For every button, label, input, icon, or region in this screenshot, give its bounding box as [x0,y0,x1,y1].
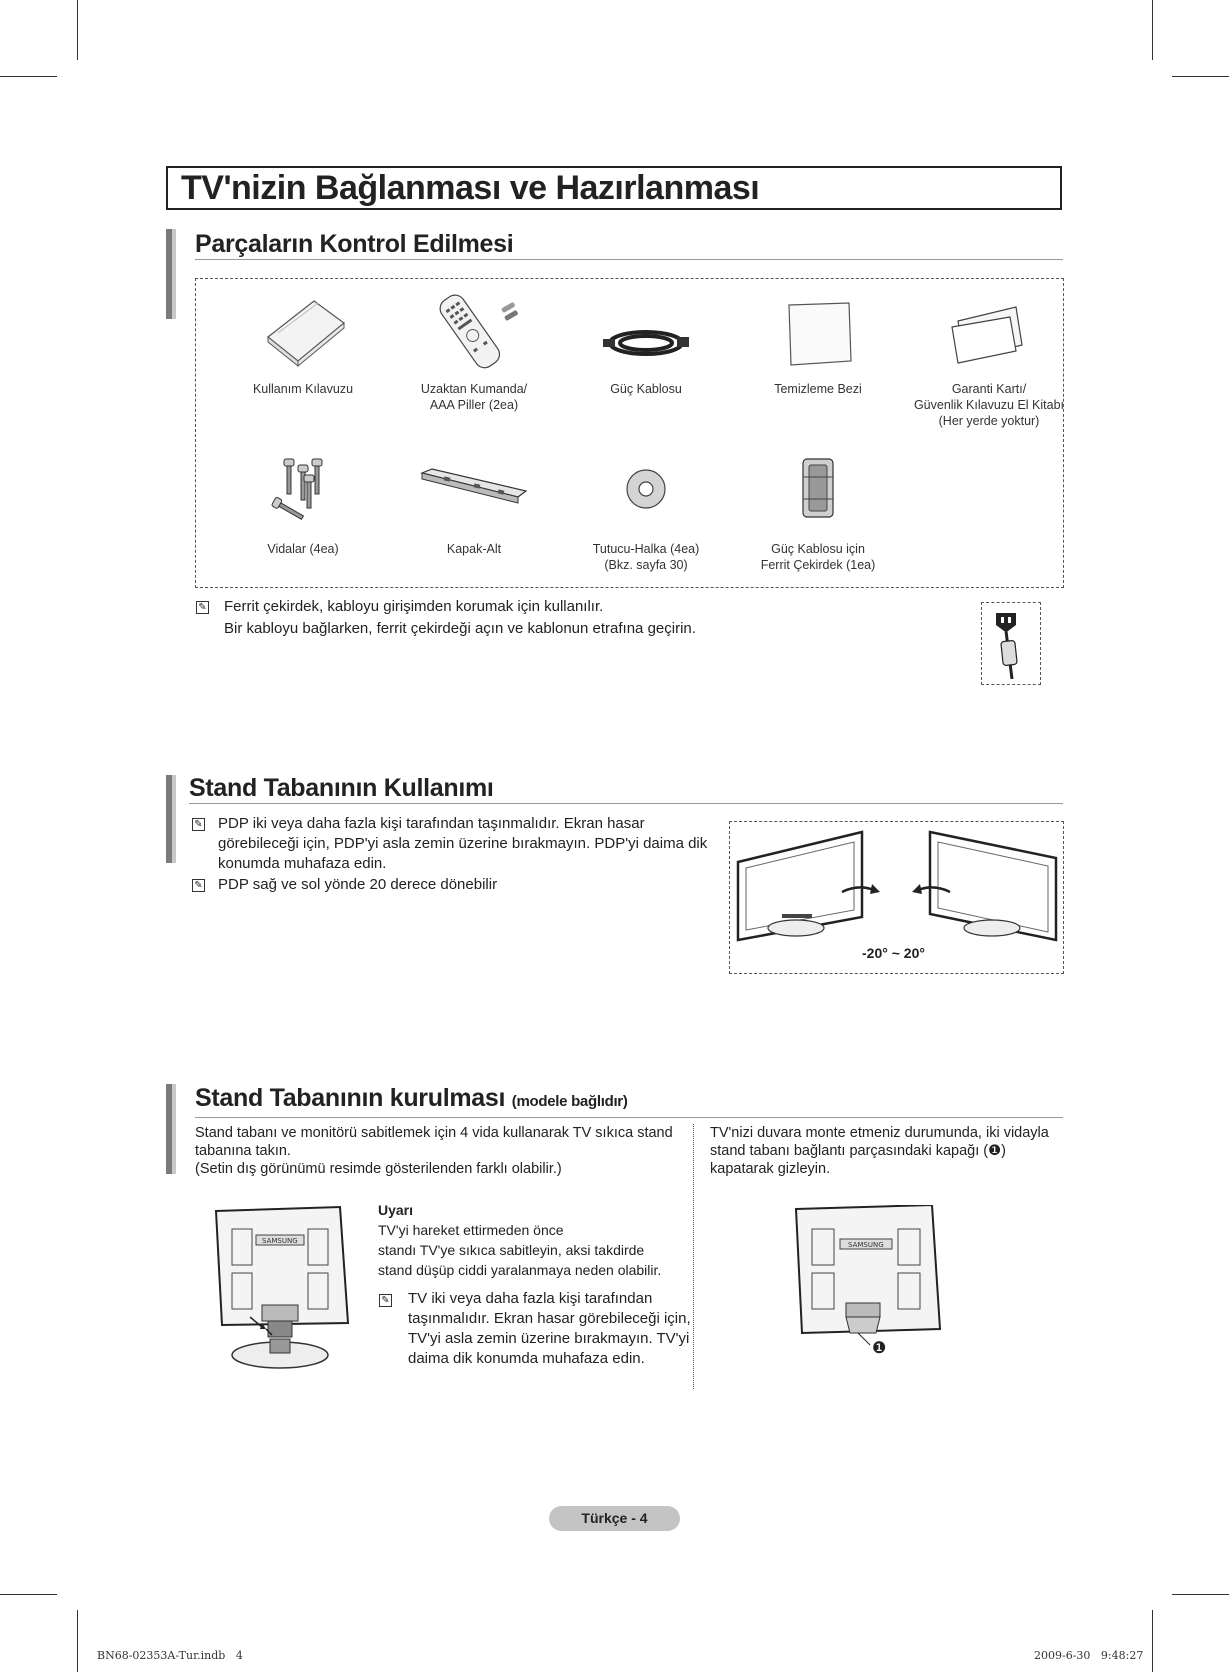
angle-label: -20° ~ 20° [862,945,925,961]
part-label: Temizleme Bezi [774,382,862,396]
note-icon: ✎ [196,601,209,614]
part-item [560,447,732,573]
install-text-2: (Setin dış görünümü resimde gösterilenden farklı olabilir.) [195,1161,562,1177]
warning-line-3: stand düşüp ciddi yaralanmaya neden olabilir. [378,1262,662,1278]
page-title: TV'nizin Bağlanması ve Hazırlanması [166,166,1062,210]
part-label: Güç Kablosu [610,382,682,396]
part-item [217,287,389,397]
stand-install-suffix: (modele bağlıdır) [511,1093,628,1110]
ferrite-note-1: Ferrit çekirdek, kabloyu girişimden korumak için kullanılır. [224,598,604,615]
stand-use-heading: Stand Tabanının Kullanımı [189,773,1063,804]
install-text-1: Stand tabanı ve monitörü sabitlemek için 4 vida kullanarak TV sıkıca stand tabanına takın. [195,1125,673,1159]
footer-file: BN68-02353A-Tur.indb 4 [97,1649,243,1662]
stand-use-note-1: PDP iki veya daha fazla kişi tarafından taşınmalıdır. Ekran hasar görebileceği için, PDP'yi asla zemin üzerine bırakmayın. PDP'yi daima dik konumda muhafaza edin. [218,815,708,872]
ferrite-core-icon [763,447,873,533]
power-cord-icon [591,287,701,373]
cable-ferrite-icon [982,603,1039,683]
brand-label: SAMSUNG [262,1237,298,1245]
footer-datetime: 2009-6-30 9:48:27 [1034,1649,1144,1662]
brand-label: SAMSUNG [848,1241,884,1249]
cloth-icon [763,287,873,373]
stand-use-note-2: PDP sağ ve sol yönde 20 derece dönebilir [218,876,498,893]
column-divider [693,1124,694,1389]
note-icon: ✎ [192,818,205,831]
section-bar [166,229,176,319]
parts-box [195,278,1064,588]
note-icon: ✎ [192,879,205,892]
warranty-card-icon [934,287,1044,373]
part-item [732,447,904,573]
section-bar [166,1084,176,1174]
cover-attach-illustration [794,1205,944,1365]
ferrite-illustration [981,602,1041,685]
note-icon: ✎ [379,1294,392,1307]
warning-line-2: standı TV'ye sıkıca sabitleyin, aksi takdirde [378,1242,645,1258]
part-label: Kapak-Alt [446,542,502,556]
remote-icon [419,287,529,373]
tv-back-stand-icon [210,1205,350,1375]
parts-heading: Parçaların Kontrol Edilmesi [195,229,1063,260]
part-item [388,287,560,413]
part-label: Vidalar (4ea) [267,542,339,556]
part-label: Kullanım Kılavuzu [252,382,354,396]
cover-bottom-icon [414,447,534,533]
stand-attach-illustration [210,1205,350,1375]
stand-install-title: Stand Tabanının kurulması [195,1084,506,1112]
manual-icon [248,287,358,373]
part-label: Uzaktan Kumanda/ AAA Piller (2ea) [420,382,528,412]
holder-ring-icon [591,447,701,533]
section-bar [166,775,176,863]
part-item [388,447,560,557]
part-item [732,287,904,397]
part-label: Güç Kablosu için Ferrit Çekirdek (1ea) [760,542,876,572]
swivel-illustration [729,821,1064,974]
warning-title: Uyarı [378,1202,414,1218]
part-item [560,287,732,397]
tv-back-cover-icon [794,1205,944,1365]
part-item [903,287,1075,429]
part-label: Garanti Kartı/ Güvenlik Kılavuzu El Kitabı (Her yerde yoktur) [913,382,1065,428]
screws-icon [248,447,358,533]
warning-note: TV iki veya daha fazla kişi tarafından taşınmalıdır. Ekran hasar görebileceği için, TV'yi asla zemin üzerine bırakmayın. TV'yi daima dik konumda muhafaza edin. [408,1290,691,1367]
part-label: Tutucu-Halka (4ea) (Bkz. sayfa 30) [592,542,700,572]
stand-install-heading [195,1083,1063,1118]
ferrite-note-2: Bir kabloyu bağlarken, ferrit çekirdeği açın ve kablonun etrafına geçirin. [224,620,696,637]
warning-line-1: TV'yi hareket ettirmeden önce [378,1222,564,1238]
page-label: Türkçe - 4 [549,1506,680,1531]
part-item [217,447,389,557]
install-right-text: TV'nizi duvara monte etmeniz durumunda, iki vidayla stand tabanı bağlantı parçasındaki kapağı (❶) kapatarak gizleyin. [710,1125,1049,1177]
callout-number: ❶ [872,1340,887,1357]
